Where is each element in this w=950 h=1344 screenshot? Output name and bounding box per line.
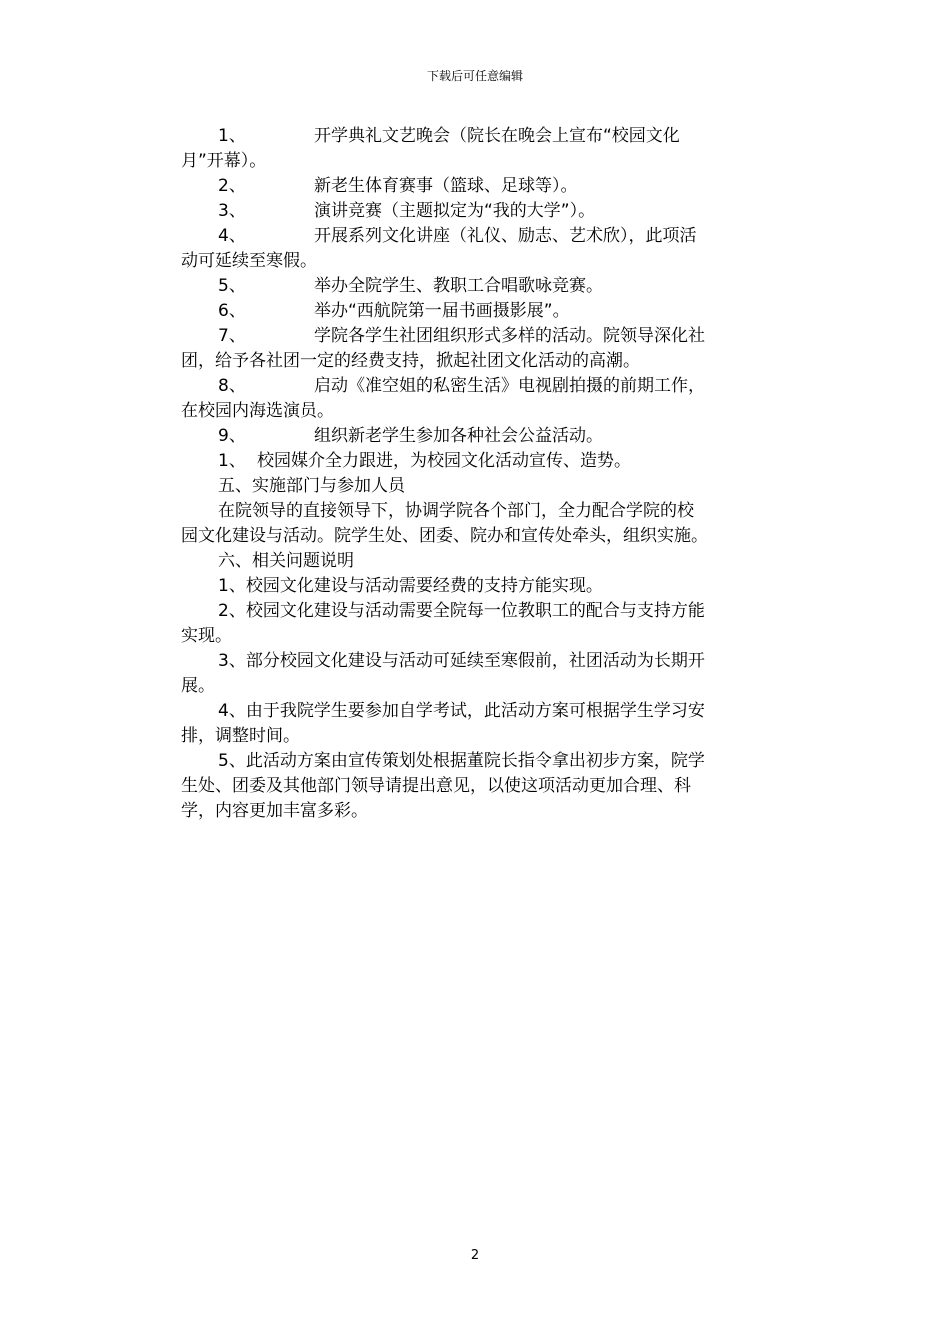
activity-item-2 xyxy=(181,174,769,199)
activity-number: 9、 xyxy=(218,426,246,446)
activity-text: 组织新老学生参加各种社会公益活动。 xyxy=(314,426,603,446)
activity-text: 演讲竞赛（主题拟定为“我的大学”）。 xyxy=(314,201,596,221)
section-5-paragraph: 在院领导的直接领导下，协调学院各个部门，全力配合学院的校 xyxy=(218,501,694,521)
note-item-5: 5、此活动方案由宣传策划处根据董院长指令拿出初步方案，院学 xyxy=(218,751,705,771)
activity-item-3 xyxy=(181,199,769,224)
activity-item-9 xyxy=(181,424,769,449)
activity-number: 3、 xyxy=(218,201,246,221)
page-header: 下载后可任意编辑 xyxy=(426,69,523,83)
note-item-4: 4、由于我院学生要参加自学考试，此活动方案可根据学生学习安 xyxy=(218,701,705,721)
activity-item-1 xyxy=(181,124,769,149)
activity-item-1-cont: 月”开幕）。 xyxy=(181,151,267,171)
activity-item-4-cont: 动可延续至寒假。 xyxy=(181,251,317,271)
activity-number: 1、 xyxy=(218,451,246,471)
activity-text: 启动《准空姐的私密生活》电视剧拍摄的前期工作， xyxy=(314,376,705,396)
note-item-5-cont-2: 学，内容更加丰富多彩。 xyxy=(181,801,368,821)
note-item-2-cont: 实现。 xyxy=(181,626,232,646)
activity-number: 1、 xyxy=(218,126,246,146)
activity-text: 开学典礼文艺晚会（院长在晚会上宣布“校园文化 xyxy=(314,126,680,146)
activity-text: 举办全院学生、教职工合唱歌咏竞赛。 xyxy=(314,276,603,296)
activity-item-8 xyxy=(181,374,769,399)
note-item-4-cont: 排，调整时间。 xyxy=(181,726,300,746)
activity-text: 新老生体育赛事（篮球、足球等）。 xyxy=(314,176,578,196)
note-item-3-cont: 展。 xyxy=(181,676,215,696)
activity-text: 学院各学生社团组织形式多样的活动。院领导深化社 xyxy=(314,326,705,346)
page-number: 2 xyxy=(470,1248,480,1263)
activity-text: 举办“西航院第一届书画摄影展”。 xyxy=(314,301,570,321)
activity-text: 校园媒介全力跟进，为校园文化活动宣传、造势。 xyxy=(257,451,631,471)
section-heading-5: 五、实施部门与参加人员 xyxy=(218,476,405,496)
section-heading-6: 六、相关问题说明 xyxy=(218,551,354,571)
activity-number: 8、 xyxy=(218,376,246,396)
activity-number: 5、 xyxy=(218,276,246,296)
activity-item-7 xyxy=(181,324,769,349)
document-body xyxy=(181,124,769,824)
activity-number: 4、 xyxy=(218,226,246,246)
activity-item-7-cont: 团，给予各社团一定的经费支持，掀起社团文化活动的高潮。 xyxy=(181,351,640,371)
activity-item-6 xyxy=(181,299,769,324)
note-item-3: 3、部分校园文化建设与活动可延续至寒假前，社团活动为长期开 xyxy=(218,651,705,671)
note-item-1: 1、校园文化建设与活动需要经费的支持方能实现。 xyxy=(218,576,603,596)
activity-number: 2、 xyxy=(218,176,246,196)
activity-number: 6、 xyxy=(218,301,246,321)
note-item-5-cont: 生处、团委及其他部门领导请提出意见，以使这项活动更加合理、科 xyxy=(181,776,691,796)
section-5-paragraph-cont: 园文化建设与活动。院学生处、团委、院办和宣传处牵头，组织实施。 xyxy=(181,526,708,546)
activity-item-extra xyxy=(181,449,769,474)
activity-item-4 xyxy=(181,224,769,249)
activity-number: 7、 xyxy=(218,326,246,346)
activity-text: 开展系列文化讲座（礼仪、励志、艺术欣），此项活 xyxy=(314,226,697,246)
activity-item-8-cont: 在校园内海选演员。 xyxy=(181,401,334,421)
note-item-2: 2、校园文化建设与活动需要全院每一位教职工的配合与支持方能 xyxy=(218,601,705,621)
activity-item-5 xyxy=(181,274,769,299)
